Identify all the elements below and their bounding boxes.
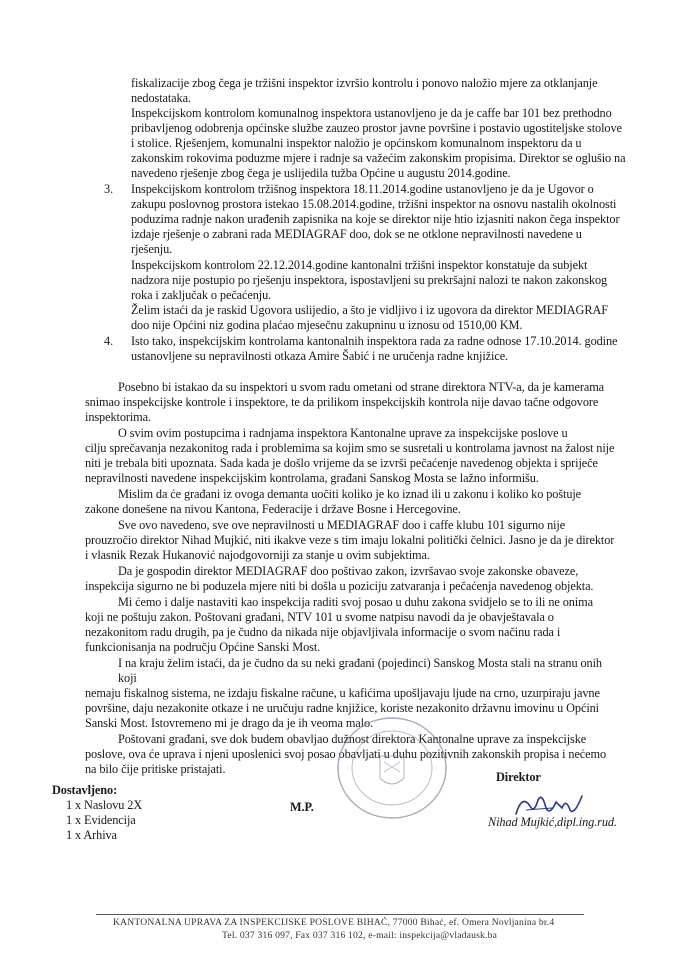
text-line: nemaju fiskalnog sistema, ne izdaju fiskalne račune, u kafićima upošljavaju ljude na crno, uzurpiraju javne [85, 686, 600, 700]
text-line: nepravilnosti navedene inspekcijskim kontrolama, građani Sanskog Mosta se lažno informišu. [85, 471, 539, 485]
text-line: poslove, ova će uprava i njeni uposlenici svoj posao obavljati u duhu pozitivnih zakonskih propisa i nećemo [85, 747, 607, 761]
text-line: površine, daju nezakonite otkaze i ne uručuju radne knjižice, koriste nezakonito državnu imovinu u Općini [85, 701, 599, 715]
text-line: inspektorima. [85, 410, 151, 424]
text-line: koji ne poštuju zakon. Poštovani građani, NTV 101 u svome natpisu navodi da je obavještavala o [85, 610, 554, 624]
text-line: nedostataka. [131, 91, 191, 105]
text-line: roka i zaključak o pečaćenju. [131, 288, 272, 302]
text-line: nezakonitom radu drugih, pa je čudno da nikada nije objavljivala informacije o svom načinu rada i [85, 625, 561, 639]
text-line: koji [118, 671, 137, 685]
text-line: funkcionisanja na području Općine Sanski Most. [85, 640, 321, 654]
text-line: ustanovljene su nepravilnosti otkaza Amire Šabić i ne uručenja radne knjižice. [131, 349, 509, 363]
text-line: Sve ovo navedeno, sve ove nepravilnosti u MEDIAGRAF doo i caffe klubu 101 sigurno nije [118, 518, 566, 532]
text-line: Želim istaći da je raskid Ugovora uslijedio, a što je vidljivo i iz ugovora da direktor MEDIAGRAF [131, 303, 608, 317]
text-line: poduzima radnje nakon urađenih zapisnika na koje se direktor nije htio izjasniti nakon čega inspektor [131, 212, 620, 226]
text-line: zakupu poslovnog prostora istekao 15.08.2014.godine, tržišni inspektor na osnovu nastalih okolnosti [131, 197, 617, 211]
text-line: Inspekcijskom kontrolom tržišnog inspektora 18.11.2014.godine ustanovljeno je da je Ugovor o [131, 182, 594, 196]
text-line: snimao inspekcijske kontrole i inspektore, te da prilikom inspekcijskih kontrola nije davao tačne odgovore [85, 395, 599, 409]
signatory-title: Direktor [496, 770, 541, 784]
text-line: navedeno rješenje zbog čega je uslijedila tužba Općine u augustu 2014.godine. [131, 166, 511, 180]
text-line: zakonskim rokovima poduzme mjere i radnje sa važećim zakonskim propisima. Direktor se oglušio na [131, 151, 626, 165]
text-line: Posebno bi istakao da su inspektori u svom radu ometani od strane direktora NTV-a, da je kamerama [118, 380, 605, 394]
text-line: izdaje rješenje o zabrani rada MEDIAGRAF doo, dok se ne otklone nepravilnosti navedene u [131, 227, 582, 241]
text-line: zakone donešene na nivou Kantona, Federacije i države Bosne i Hercegovine. [85, 502, 461, 516]
text-line: Mislim da će građani iz ovoga demanta uočiti koliko je ko iznad ili u zakonu i koliko ko poštuje [118, 487, 582, 501]
distribution-title: Dostavljeno: [52, 783, 118, 797]
distribution-item: 1 x Naslovu 2X [66, 798, 143, 812]
distribution-item: 1 x Arhiva [66, 828, 117, 842]
text-line: prouzročio direktor Nihad Mujkić, niti ikakve veze s tim imaju lokalni politički čelnici. Jasno je da je direktor [85, 533, 615, 547]
distribution-item: 1 x Evidencija [66, 813, 136, 827]
text-line: Isto tako, inspekcijskim kontrolama kantonalnih inspektora rada za radne odnose 17.10.2014. godine [131, 334, 618, 348]
text-line: na bilo čije pritiske pristajati. [85, 762, 226, 776]
stamp-label: M.P. [290, 800, 314, 814]
text-line: pribavljenog odobrenja općinske službe zauzeo prostor javne površine i postavio ugostiteljske stolove [131, 121, 622, 135]
text-line: Da je gospodin direktor MEDIAGRAF doo poštivao zakon, izvršavao svoje zakonske obaveze, [118, 564, 579, 578]
list-number: 4. [104, 334, 114, 348]
text-line: i vlasnik Rezak Hukanović najodgovorniji za stanje u ovim subjektima. [85, 548, 430, 562]
footer-divider [96, 914, 584, 915]
list-number: 3. [104, 182, 114, 196]
text-line: doo nije Općini niz godina plaćao mjesečnu zakupninu u iznosu od 1510,00 KM. [131, 318, 523, 332]
text-line: nadzora nije postupio po rješenju inspektora, ispostavljeni su prekršajni nalozi te nakon zakonskog [131, 273, 608, 287]
text-line: I na kraju želim istaći, da je čudno da su neki građani (pojedinci) Sanskog Mosta stali na stranu onih [118, 656, 602, 670]
text-line: Sanski Most. Istovremeno mi je drago da je ih veoma malo. [85, 716, 374, 730]
footer-contact: Tel. 037 316 097, Fax 037 316 102, e-mail: inspekcija@vladausk.ba [222, 930, 498, 941]
text-line: Inspekcijskom kontrolom komunalnog inspektora ustanovljeno je da je caffe bar 101 bez prethodno [131, 106, 612, 120]
text-line: rješenju. [131, 242, 173, 256]
text-line: Poštovani građani, sve dok budem obavljao dužnost direktora Kantonalne uprave za inspekcijske [118, 732, 587, 746]
text-line: fiskalizacije zbog čega je tržišni inspektor izvršio kontrolu i ponovo naložio mjere za otklanjanje [131, 76, 598, 90]
text-line: Inspekcijskom kontrolom 22.12.2014.godine kantonalni tržišni inspektor konstatuje da subjekt [131, 258, 588, 272]
text-line: cilju sprečavanja nezakonitog rada i problemima sa kojim smo se susretali u kontrolama javnost na žalost nije [85, 441, 615, 455]
text-line: inspekcija sigurno ne bi poduzela mjere niti bi došla u poziciju zatvaranja i pečaćenja navedenog objekta. [85, 579, 594, 593]
text-line: niti je trebala biti upoznata. Sada kada je došlo vrijeme da se izvrši pečaćenje navedenog objekta i spriječe [85, 456, 598, 470]
signatory-name: Nihad Mujkić,dipl.ing.rud. [488, 815, 617, 829]
text-line: i stolice. Rješenjem, komunalni inspektor naložio je općinskom komunalnom inspektoru da u [131, 136, 582, 150]
text-line: O svim ovim postupcima i radnjama inspektora Kantonalne uprave za inspekcijske poslove u [118, 426, 568, 440]
official-stamp [328, 706, 456, 824]
footer-address: KANTONALNA UPRAVA ZA INSPEKCIJSKE POSLOVE BIHAĆ, 77000 Bihać, ef. Omera Novljanina br.4 [113, 917, 555, 928]
text-line: Mi ćemo i dalje nastaviti kao inspekcija raditi svoj posao u duhu zakona svidjelo se to ili ne onima [118, 595, 593, 609]
